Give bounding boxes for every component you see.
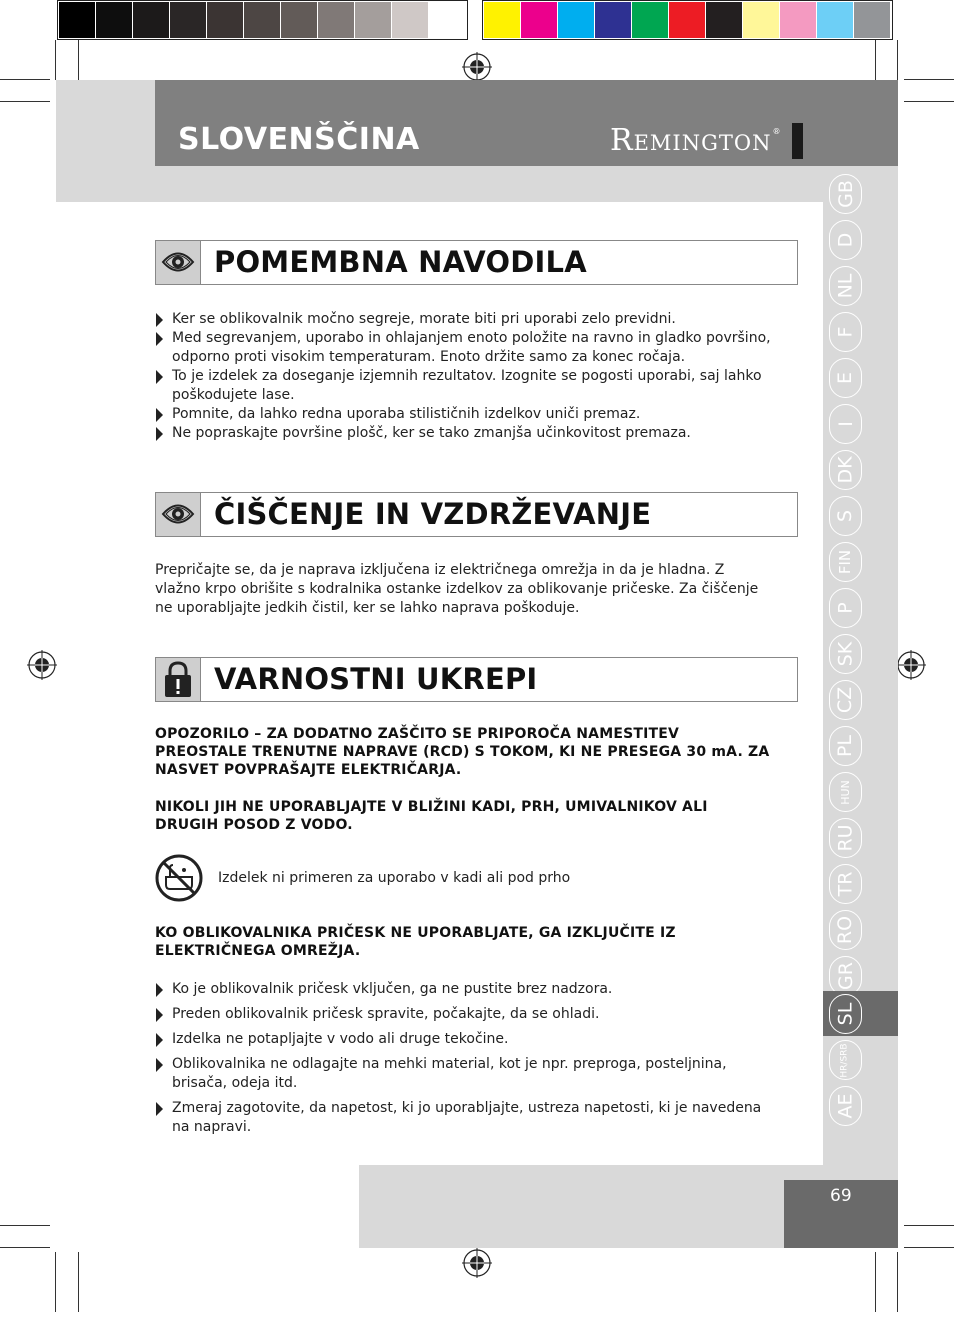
tab-label: RO <box>834 915 857 945</box>
gray-swatch <box>133 2 169 38</box>
color-swatch <box>595 2 631 38</box>
cleaning-text: Prepričajte se, da je naprava izključena iz električnega omrežja in da je hladna. Z vlažno krpo obrišite s kodralnika ostanke izdelkov za oblikovanje pričeske. Za čiščenje ne uporabljajte jedkih čistil, ker se lahko naprava poškoduje. <box>155 562 759 616</box>
tab-label: HUN <box>839 779 852 805</box>
section-icon-cell <box>156 658 201 701</box>
tab-label: E <box>834 371 857 385</box>
list-item: Ko je oblikovalnik pričesk vključen, ga ne pustite brez nadzora. <box>155 980 775 999</box>
section-title: ČIŠČENJE IN VZDRŽEVANJE <box>214 497 652 531</box>
tab-label: SK <box>834 641 857 667</box>
brand-trademark: ® <box>772 127 781 136</box>
list-item: Zmeraj zagotovite, da napetost, ki jo uporabljajte, ustreza napetosti, ki je navedena na napravi. <box>155 1099 775 1137</box>
tab-label: GB <box>834 180 857 208</box>
bath-icon-caption: Izdelek ni primeren za uporabo v kadi ali pod prho <box>218 870 571 886</box>
gray-swatch <box>392 2 428 38</box>
section-header-safety <box>155 657 798 702</box>
section-icon-cell <box>156 241 201 284</box>
page-number: 69 <box>830 1186 852 1206</box>
gray-swatch <box>244 2 280 38</box>
tab-label: HR/SRB <box>840 1042 851 1078</box>
eye-icon <box>156 241 200 284</box>
list-item: Izdelka ne potapljajte v vodo ali druge tekočine. <box>155 1030 775 1049</box>
tab-fin[interactable] <box>829 542 862 582</box>
section-header-cleaning <box>155 492 798 537</box>
brand-bar <box>792 123 803 159</box>
tab-label: I <box>834 421 857 427</box>
lock-warning-icon <box>156 658 200 701</box>
header-bar <box>155 80 898 166</box>
color-swatch <box>484 2 520 38</box>
gray-swatch <box>96 2 132 38</box>
tab-label: D <box>834 232 857 248</box>
section-header-important <box>155 240 798 285</box>
color-swatch <box>780 2 816 38</box>
tab-label: NL <box>834 273 857 299</box>
section-title: VARNOSTNI UKREPI <box>214 662 538 696</box>
tab-i[interactable] <box>829 404 862 444</box>
tab-label: GR <box>834 962 857 990</box>
important-bullet-list <box>155 310 775 443</box>
unplug-warning: KO OBLIKOVALNIKA PRIČESK NE UPORABLJATE, GA IZKLJUČITE IZ ELEKTRIČNEGA OMREŽJA. <box>155 925 676 959</box>
tab-label: DK <box>834 456 857 484</box>
tab-label: FIN <box>836 549 855 575</box>
section-title: POMEMBNA NAVODILA <box>214 245 587 279</box>
tab-p[interactable] <box>829 588 862 628</box>
tab-pl[interactable] <box>829 726 862 766</box>
registration-mark-icon <box>27 650 57 680</box>
tab-label: AE <box>834 1093 857 1119</box>
tab-ro[interactable] <box>829 910 862 950</box>
brand-name: Remington <box>610 123 772 158</box>
tab-cz[interactable] <box>829 680 862 720</box>
language-title: SLOVENŠČINA <box>178 122 420 157</box>
list-item: Ne popraskajte površine plošč, ker se tako zmanjša učinkovitost premaza. <box>155 424 775 443</box>
list-item: Preden oblikovalnik pričesk spravite, počakajte, da se ohladi. <box>155 1005 775 1024</box>
registration-mark-icon <box>896 650 926 680</box>
tab-label: F <box>834 326 857 338</box>
color-swatch <box>743 2 779 38</box>
tab-label: PL <box>834 734 857 758</box>
color-swatch <box>558 2 594 38</box>
gray-swatch <box>429 2 465 38</box>
list-item: Ker se oblikovalnik močno segreje, morate biti pri uporabi zelo previdni. <box>155 310 775 329</box>
list-item: Med segrevanjem, uporabo in ohlajanjem enoto položite na ravno in gladko površino, odporno proti visokim temperaturam. Enoto držite samo za konec ročaja. <box>155 329 775 367</box>
tab-nl[interactable] <box>829 266 862 306</box>
color-swatch <box>854 2 890 38</box>
safety-bullet-list <box>155 980 775 1137</box>
eye-icon <box>156 493 200 536</box>
color-swatch <box>521 2 557 38</box>
no-bath-icon <box>154 853 204 903</box>
tab-e[interactable] <box>829 358 862 398</box>
page-number-box <box>784 1180 898 1248</box>
tab-sk[interactable] <box>829 634 862 674</box>
tab-dk[interactable] <box>829 450 862 490</box>
tab-label: SL <box>834 1002 857 1026</box>
tab-hr-srb[interactable] <box>829 1040 862 1080</box>
tab-label: S <box>834 509 857 523</box>
tab-gr[interactable] <box>829 956 862 996</box>
color-swatch <box>706 2 742 38</box>
gray-swatch <box>281 2 317 38</box>
registration-mark-icon <box>462 1248 492 1278</box>
tab-label: TR <box>834 871 857 897</box>
list-item: Oblikovalnika ne odlagajte na mehki material, kot je npr. preproga, posteljnina, brisača, odeja itd. <box>155 1055 775 1093</box>
color-swatch <box>817 2 853 38</box>
tab-gb[interactable] <box>829 174 862 214</box>
tab-hun[interactable] <box>829 772 862 812</box>
gray-swatch <box>207 2 243 38</box>
gray-swatch <box>59 2 95 38</box>
list-item: Pomnite, da lahko redna uporaba stilističnih izdelkov uniči premaz. <box>155 405 775 424</box>
tab-ae[interactable] <box>829 1086 862 1126</box>
gray-swatch <box>355 2 391 38</box>
tab-tr[interactable] <box>829 864 862 904</box>
tab-ru[interactable] <box>829 818 862 858</box>
tab-s[interactable] <box>829 496 862 536</box>
color-swatch <box>669 2 705 38</box>
color-swatch <box>632 2 668 38</box>
tab-sl[interactable] <box>829 994 862 1034</box>
section-icon-cell <box>156 493 201 536</box>
tab-label: CZ <box>834 686 857 714</box>
tab-label: RU <box>834 824 857 852</box>
tab-label: P <box>834 602 857 614</box>
registration-mark-icon <box>462 52 492 82</box>
brand-logo <box>610 123 803 159</box>
water-warning: NIKOLI JIH NE UPORABLJAJTE V BLIŽINI KADI, PRH, UMIVALNIKOV ALI DRUGIH POSOD Z VODO. <box>155 799 708 833</box>
rcd-warning: OPOZORILO – ZA DODATNO ZAŠČITO SE PRIPOROČA NAMESTITEV PREOSTALE TRENUTNE NAPRAVE (RCD) S TOKOM, KI NE PRESEGA 30 mA. ZA NASVET POVPRAŠAJTE ELEKTRIČARJA. <box>155 726 770 778</box>
list-item: To je izdelek za doseganje izjemnih rezultatov. Izognite se pogosti uporabi, saj lahko poškodujete lase. <box>155 367 775 405</box>
tab-d[interactable] <box>829 220 862 260</box>
gray-swatch <box>170 2 206 38</box>
tab-f[interactable] <box>829 312 862 352</box>
gray-swatch <box>318 2 354 38</box>
